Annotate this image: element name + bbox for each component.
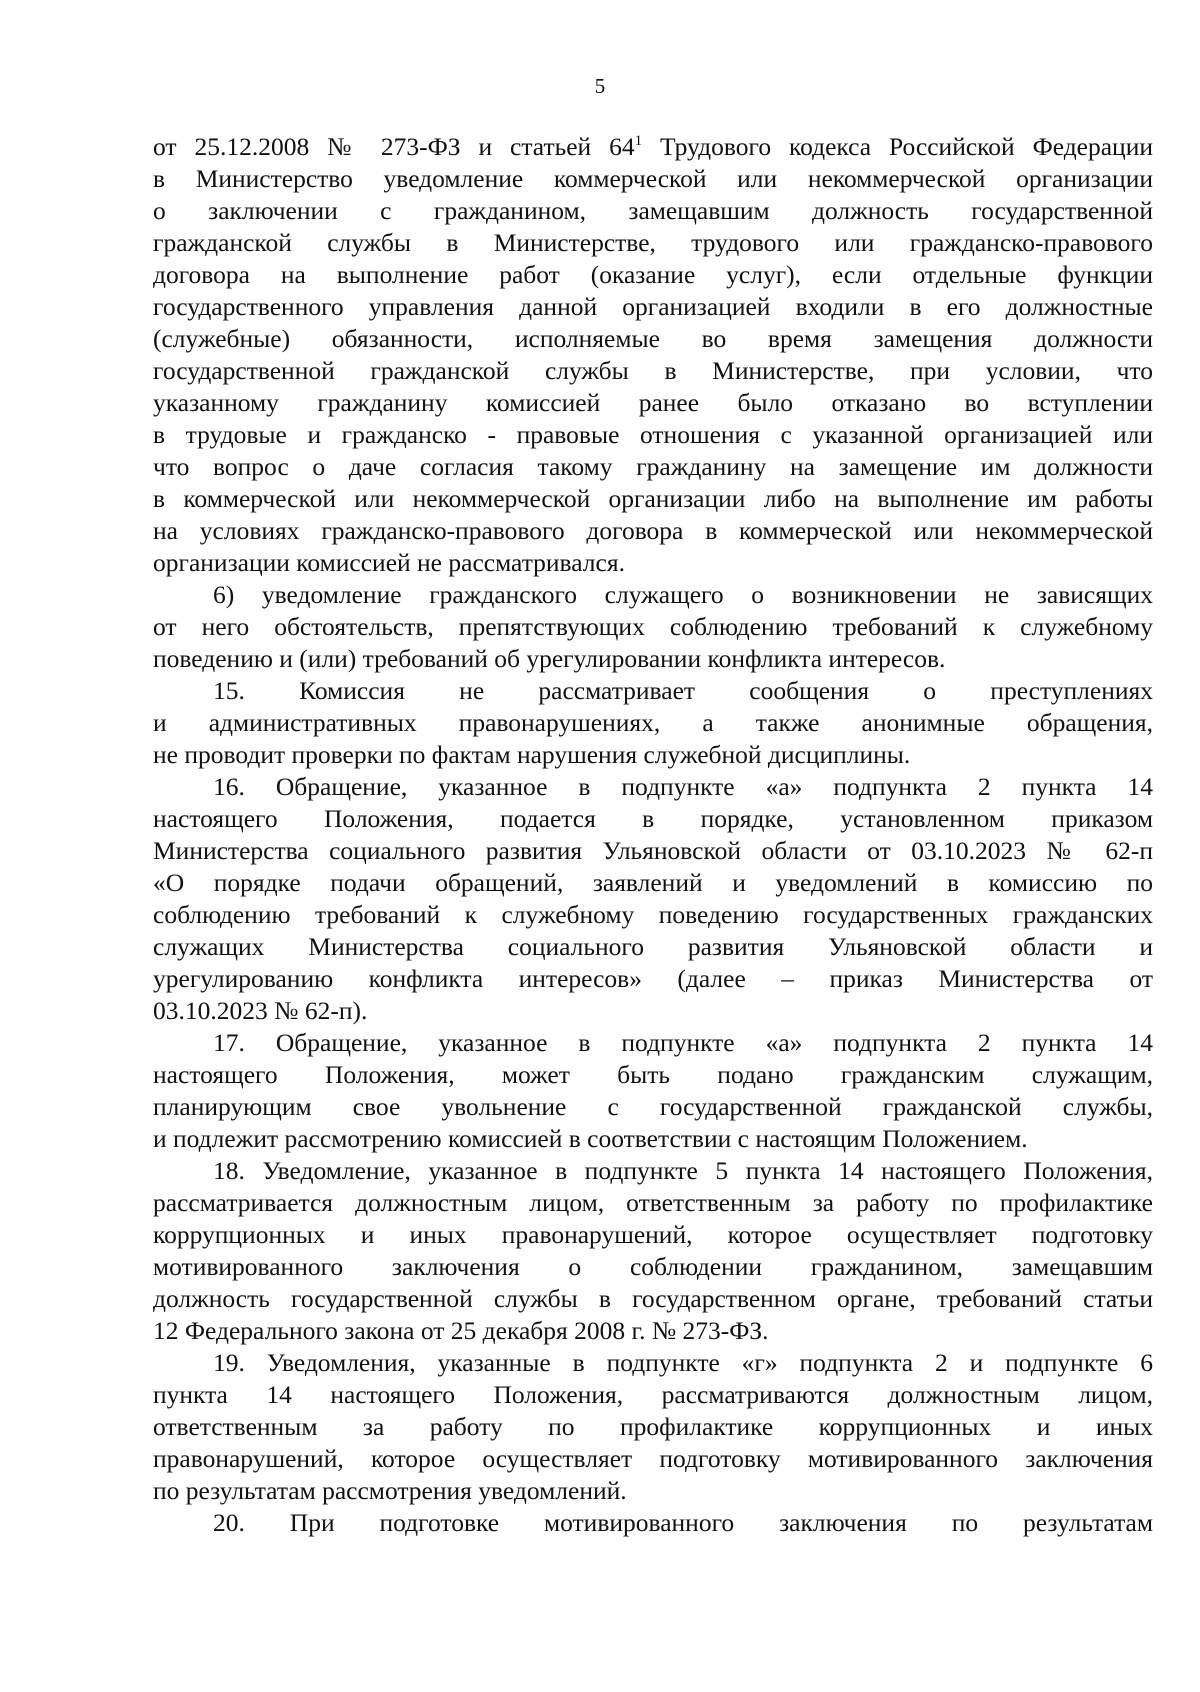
text-line: от него обстоятельств, препятствующих соблюдению требований к служебному (153, 612, 1153, 641)
text-line: государственной гражданской службы в Министерстве, при условии, что (153, 356, 1153, 385)
superscript: 1 (634, 133, 643, 149)
text-line: 12 Федерального закона от 25 декабря 2008 г. № 273-ФЗ. (153, 1316, 769, 1345)
paragraph-item-18 (153, 1155, 1153, 1347)
paragraph-item-20 (153, 1507, 1153, 1539)
text-line: не проводит проверки по фактам нарушения служебной дисциплины. (153, 740, 911, 769)
text-line: 20. При подготовке мотивированного заключения по результатам (213, 1508, 1153, 1537)
text-line: в коммерческой или некоммерческой организации либо на выполнение им работы (153, 484, 1153, 513)
text-line: на условиях гражданско-правового договора в коммерческой или некоммерческой (153, 516, 1153, 545)
text-line: гражданской службы в Министерстве, трудового или гражданско-правового (153, 228, 1153, 257)
paragraph-item-17 (153, 1027, 1153, 1155)
text-line: организации комиссией не рассматривался. (153, 548, 625, 577)
text-line: Министерства социального развития Ульяновской области от 03.10.2023 № 62-п (153, 836, 1153, 865)
paragraph-item-15 (153, 675, 1153, 771)
paragraph-item-16 (153, 771, 1153, 1027)
text-line: «О порядке подачи обращений, заявлений и уведомлений в комиссию по (153, 868, 1153, 897)
text-line: о заключении с гражданином, замещавшим должность государственной (153, 196, 1153, 225)
text-line: 18. Уведомление, указанное в подпункте 5 пункта 14 настоящего Положения, (213, 1156, 1153, 1185)
text-line: от 25.12.2008 № 273-ФЗ и статьей $64^1$ Трудового кодекса Российской Федерации (153, 132, 1153, 161)
paragraph (153, 131, 1153, 579)
text-line: 15. Комиссия не рассматривает сообщения о преступлениях (213, 676, 1153, 705)
text-line: указанному гражданину комиссией ранее было отказано во вступлении (153, 388, 1153, 417)
text-line: урегулированию конфликта интересов» (далее – приказ Министерства от (153, 964, 1153, 993)
text-line: правонарушений, которое осуществляет подготовку мотивированного заключения (153, 1444, 1153, 1473)
paragraph-item-6 (153, 579, 1153, 675)
text-line: 19. Уведомления, указанные в подпункте «г» подпункта 2 и подпункте 6 (213, 1348, 1153, 1377)
text-line: мотивированного заключения о соблюдении гражданином, замещавшим (153, 1252, 1153, 1281)
text-line: планирующим свое увольнение с государственной гражданской службы, (153, 1092, 1153, 1121)
text-line: должность государственной службы в государственном органе, требований статьи (153, 1284, 1153, 1313)
text-line: поведению и (или) требований об урегулировании конфликта интересов. (153, 644, 946, 673)
text-line: что вопрос о даче согласия такому гражданину на замещение им должности (153, 452, 1153, 481)
document-body (153, 131, 1153, 1539)
text-line: (служебные) обязанности, исполняемые во время замещения должности (153, 324, 1153, 353)
page-number: 5 (594, 74, 606, 98)
text-line: 17. Обращение, указанное в подпункте «а» подпункта 2 пункта 14 (213, 1028, 1153, 1057)
text-line: в трудовые и гражданско - правовые отношения с указанной организацией или (153, 420, 1153, 449)
text-line: служащих Министерства социального развития Ульяновской области и (153, 932, 1153, 961)
text-line: настоящего Положения, подается в порядке, установленном приказом (153, 804, 1153, 833)
text-line: 03.10.2023 № 62-п). (153, 996, 368, 1025)
text-line: государственного управления данной организацией входили в его должностные (153, 292, 1153, 321)
text-line: настоящего Положения, может быть подано гражданским служащим, (153, 1060, 1153, 1089)
text-line: 6) уведомление гражданского служащего о возникновении не зависящих (213, 580, 1153, 609)
text-line: 16. Обращение, указанное в подпункте «а» подпункта 2 пункта 14 (213, 772, 1153, 801)
text-line: договора на выполнение работ (оказание услуг), если отдельные функции (153, 260, 1153, 289)
text-line: рассматривается должностным лицом, ответственным за работу по профилактике (153, 1188, 1153, 1217)
text-line: соблюдению требований к служебному поведению государственных гражданских (153, 900, 1153, 929)
text-line: в Министерство уведомление коммерческой или некоммерческой организации (153, 164, 1153, 193)
text-line: ответственным за работу по профилактике коррупционных и иных (153, 1412, 1153, 1441)
paragraph-item-19 (153, 1347, 1153, 1507)
text-line: пункта 14 настоящего Положения, рассматриваются должностным лицом, (153, 1380, 1153, 1409)
text-line: по результатам рассмотрения уведомлений. (153, 1476, 627, 1505)
text-line: коррупционных и иных правонарушений, которое осуществляет подготовку (153, 1220, 1153, 1249)
text-line: и административных правонарушениях, а также анонимные обращения, (153, 708, 1153, 737)
text-line: и подлежит рассмотрению комиссией в соответствии с настоящим Положением. (153, 1124, 1028, 1153)
